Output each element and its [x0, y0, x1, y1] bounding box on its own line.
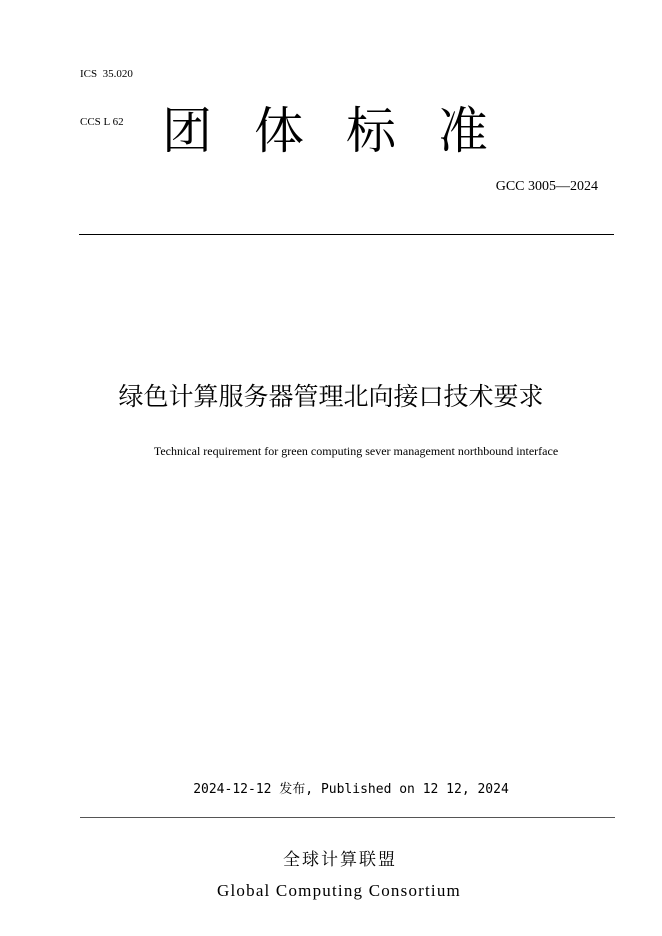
document-type-heading	[160, 98, 520, 164]
heading-char: 准	[438, 102, 488, 160]
document-title-english: Technical requirement for green computing sever management northbound interface	[153, 444, 559, 458]
document-title-chinese: 绿色计算服务器管理北向接口技术要求	[118, 382, 544, 411]
organization-name-chinese: 全球计算联盟	[283, 850, 397, 870]
ics-code: ICS 35.020	[80, 68, 133, 80]
heading-char: 标	[346, 102, 396, 160]
publication-date: 2024-12-12 发布, Published on 12 12, 2024	[193, 782, 509, 797]
top-divider	[79, 234, 614, 235]
bottom-divider	[80, 817, 615, 818]
organization-name-english: Global Computing Consortium	[217, 881, 461, 900]
heading-char: 体	[254, 102, 304, 160]
classification-codes	[80, 34, 133, 146]
standard-number: GCC 3005—2024	[495, 179, 598, 194]
heading-char: 团	[162, 102, 212, 160]
ccs-code: CCS L 62	[80, 116, 124, 128]
